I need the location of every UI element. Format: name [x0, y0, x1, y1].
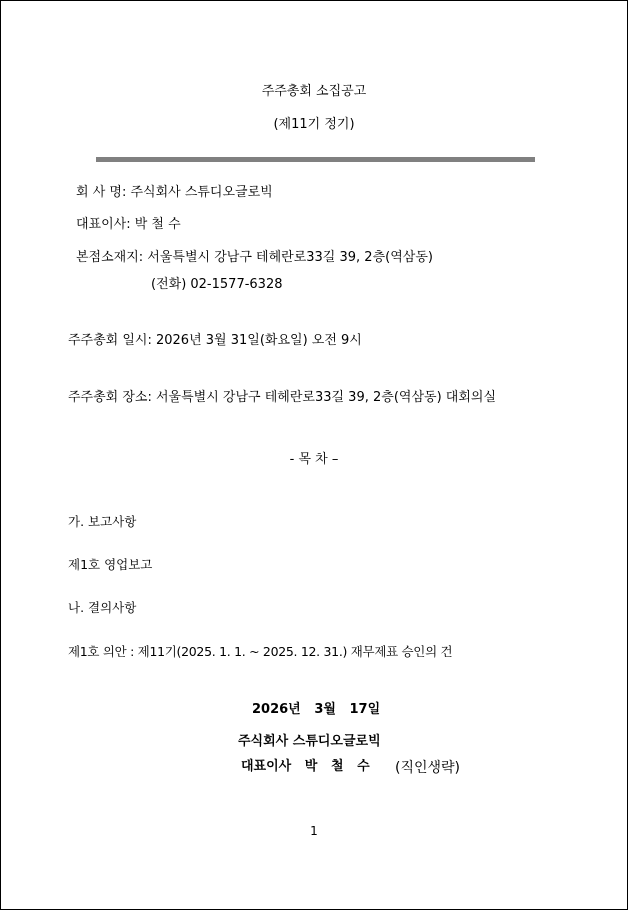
report-heading: 가. 보고사항 [68, 514, 137, 529]
notice-date: 2026년 3월 17일 [252, 702, 381, 717]
agenda-heading: - 목 차 – [289, 452, 339, 467]
document-subtitle: (제11기 정기) [273, 117, 355, 132]
resolution-item: 제1호 의안 : 제11기(2025. 1. 1. ~ 2025. 12. 31.) 재무제표 승인의 건 [68, 644, 453, 659]
seal-note: (직인생략) [395, 760, 461, 776]
document-title: 주주총회 소집공고 [261, 84, 367, 99]
address: 본점소재지: 서울특별시 강남구 테헤란로33길 39, 2층(역삼동) [76, 250, 433, 265]
divider [96, 157, 535, 162]
page-number: 1 [310, 824, 318, 838]
resolution-heading: 나. 결의사항 [68, 600, 137, 615]
signature-representative: 대표이사 박 철 수 [241, 759, 370, 774]
signature-company: 주식회사 스튜디오글로빅 [238, 734, 381, 749]
meeting-datetime: 주주총회 일시: 2026년 3월 31일(화요일) 오전 9시 [68, 333, 362, 348]
meeting-place: 주주총회 장소: 서울특별시 강남구 테헤란로33길 39, 2층(역삼동) 대회의실 [68, 390, 497, 405]
phone: (전화) 02-1577-6328 [151, 277, 283, 292]
company-name: 회 사 명: 주식회사 스튜디오글로빅 [76, 185, 273, 200]
ceo-name: 대표이사: 박 철 수 [76, 217, 181, 232]
report-item: 제1호 영업보고 [68, 557, 153, 572]
